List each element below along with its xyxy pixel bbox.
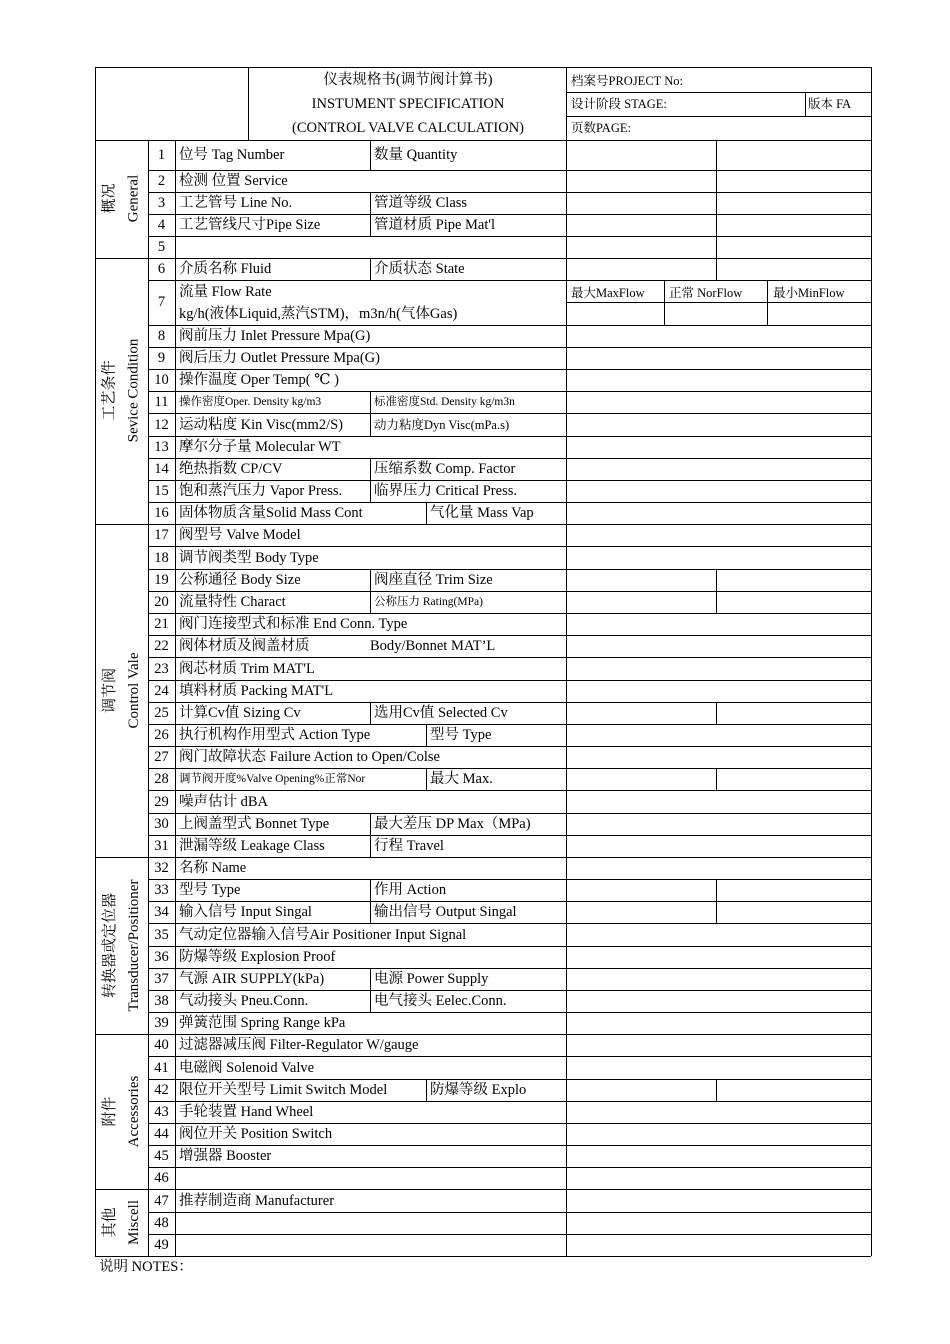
row-number: 32	[154, 860, 169, 876]
row-label-secondary: 动力粘度Dyn Visc(mPa.s)	[374, 418, 510, 432]
row-number: 17	[154, 527, 169, 543]
row-label: 输入信号 Input Singal	[179, 904, 312, 920]
row-label: 阀后压力 Outlet Pressure Mpa(G)	[179, 350, 380, 366]
row-number: 12	[154, 417, 169, 433]
row-number: 47	[154, 1193, 169, 1209]
row-number: 25	[154, 705, 169, 721]
row-label: 推荐制造商 Manufacturer	[179, 1193, 335, 1209]
section-label-en: Accessories	[125, 1075, 142, 1147]
section-label-en: Control Vale	[125, 652, 142, 728]
row-label: 阀门故障状态 Failure Action to Open/Colse	[179, 749, 440, 765]
row-label-secondary: 临界压力 Critical Press.	[374, 483, 517, 499]
section-label-cn: 调节阀	[101, 667, 118, 713]
row-label-secondary: 防爆等级 Explo	[430, 1082, 527, 1098]
row-label: 位号 Tag Number	[179, 147, 285, 163]
row-label: 摩尔分子量 Molecular WT	[179, 439, 341, 455]
page-label: 页数PAGE:	[571, 121, 631, 135]
row-number: 16	[154, 505, 169, 521]
row-number: 7	[157, 294, 166, 310]
row-label: 阀芯材质 Trim MAT'L	[179, 661, 315, 677]
row-label: 调节阀开度%Valve Opening%正常Nor	[179, 773, 366, 785]
row-label: 气动定位器输入信号Air Positioner Input Signal	[179, 927, 467, 943]
section-label-en: Miscell	[125, 1199, 142, 1245]
row-label: 名称 Name	[179, 860, 247, 876]
row-number: 6	[157, 261, 166, 277]
row-number: 49	[154, 1237, 169, 1253]
row-number: 24	[154, 683, 169, 699]
row-number: 13	[154, 439, 169, 455]
row-label-secondary: 管道材质 Pipe Mat'l	[374, 217, 496, 233]
row-label: 噪声估计 dBA	[179, 794, 269, 810]
row-label: 饱和蒸汽压力 Vapor Press.	[179, 483, 343, 499]
row-label: 阀体材质及阀盖材质	[179, 638, 310, 654]
notes-label: 说明 NOTES：	[99, 1259, 193, 1275]
row-label-secondary: 最大 Max.	[430, 771, 493, 787]
flow-min-header: 最小MinFlow	[773, 286, 845, 300]
row-number: 26	[154, 727, 169, 743]
row-number: 11	[154, 394, 169, 410]
row-label-secondary: 气化量 Mass Vap	[430, 505, 534, 521]
row-number: 46	[154, 1170, 169, 1186]
row-label-secondary: 作用 Action	[374, 882, 447, 898]
row-label: 气源 AIR SUPPLY(kPa)	[179, 971, 325, 987]
row-number: 18	[154, 550, 169, 566]
row-label-secondary: 行程 Travel	[374, 838, 444, 854]
row-label: 执行机构作用型式 Action Type	[179, 727, 371, 743]
row-label: 手轮装置 Hand Wheel	[179, 1104, 314, 1120]
row-number: 15	[154, 483, 169, 499]
row-number: 29	[154, 794, 169, 810]
row-label: 运动粘度 Kin Visc(mm2/S)	[179, 417, 344, 433]
title-cn: 仪表规格书(调节阀计算书)	[323, 72, 493, 88]
row-number: 22	[154, 638, 169, 654]
row-number: 20	[154, 594, 169, 610]
row-number: 14	[154, 461, 169, 477]
row-number: 9	[157, 350, 166, 366]
row-label-secondary: Body/Bonnet MAT’L	[370, 638, 496, 654]
row-label: 限位开关型号 Limit Switch Model	[179, 1082, 388, 1098]
row-label: 过滤器减压阀 Filter-Regulator W/gauge	[179, 1037, 419, 1053]
row-label-secondary: 介质状态 State	[374, 261, 465, 277]
row-label-secondary: 电气接头 Eelec.Conn.	[374, 993, 507, 1009]
section-label-cn: 其他	[101, 1207, 118, 1238]
row-number: 33	[154, 882, 169, 898]
flow-nor-header: 正常 NorFlow	[669, 286, 743, 300]
section-label-en: Sevice Condition	[125, 338, 142, 443]
row-label-secondary: 选用Cv值 Selected Cv	[374, 705, 508, 721]
row-label: 阀型号 Valve Model	[179, 527, 301, 543]
row-number: 35	[154, 927, 169, 943]
section-label-cn: 附件	[101, 1096, 118, 1127]
row-label-secondary: 数量 Quantity	[374, 147, 458, 163]
row-number: 42	[154, 1082, 169, 1098]
row-label: 上阀盖型式 Bonnet Type	[179, 816, 330, 832]
row-label: 气动接头 Pneu.Conn.	[179, 993, 309, 1009]
row-number: 39	[154, 1015, 169, 1031]
row-label: 阀位开关 Position Switch	[179, 1126, 333, 1142]
row-number: 2	[157, 173, 166, 189]
row-number: 44	[154, 1126, 169, 1142]
row-number: 28	[154, 771, 169, 787]
row-label: 公称通径 Body Size	[179, 572, 301, 588]
row-label: 泄漏等级 Leakage Class	[179, 838, 325, 854]
row-number: 23	[154, 661, 169, 677]
flow-max-header: 最大MaxFlow	[571, 286, 645, 300]
row-label: 工艺管线尺寸Pipe Size	[179, 217, 321, 233]
row-label-secondary: 型号 Type	[430, 727, 492, 743]
row-label: 阀前压力 Inlet Pressure Mpa(G)	[179, 328, 371, 344]
section-label-cn: 工艺条件	[101, 360, 118, 421]
version-label: 版本 FA	[808, 97, 852, 111]
section-label-en: Transducer/Positioner	[125, 879, 142, 1011]
stage-label: 设计阶段 STAGE:	[571, 97, 667, 111]
row-number: 48	[154, 1215, 169, 1231]
row-number: 21	[154, 616, 169, 632]
row-label: 固体物质含量Solid Mass Cont	[179, 505, 363, 521]
row-label: 操作密度Oper. Density kg/m3	[179, 396, 322, 408]
row-label-secondary: 标准密度Std. Density kg/m3n	[374, 396, 515, 408]
row-number: 43	[154, 1104, 169, 1120]
row-label: 型号 Type	[179, 882, 241, 898]
row-label-unit: kg/h(液体Liquid,蒸汽STM)，m3n/h(气体Gas)	[179, 306, 458, 322]
row-label: 工艺管号 Line No.	[179, 195, 293, 211]
row-number: 10	[154, 372, 169, 388]
row-label-secondary: 管道等级 Class	[374, 195, 468, 211]
row-number: 31	[154, 838, 169, 854]
row-label: 电磁阀 Solenoid Valve	[179, 1060, 315, 1076]
row-number: 38	[154, 993, 169, 1009]
section-label-cn: 概况	[101, 183, 118, 214]
row-number: 41	[154, 1060, 169, 1076]
row-label: 流量 Flow Rate	[179, 284, 272, 300]
row-number: 1	[157, 147, 166, 163]
row-label: 流量特性 Charact	[179, 594, 286, 610]
row-number: 8	[157, 328, 166, 344]
row-number: 19	[154, 572, 169, 588]
row-number: 4	[157, 217, 166, 233]
project-no-label: 档案号PROJECT No:	[571, 74, 683, 88]
row-label: 介质名称 Fluid	[179, 261, 272, 277]
row-number: 34	[154, 904, 169, 920]
row-label: 防爆等级 Explosion Proof	[179, 949, 336, 965]
row-number: 27	[154, 749, 169, 765]
row-label: 调节阀类型 Body Type	[179, 550, 319, 566]
row-number: 45	[154, 1148, 169, 1164]
row-label-secondary: 输出信号 Output Singal	[374, 904, 517, 920]
row-label: 检测 位置 Service	[179, 173, 288, 189]
section-label-cn: 转换器或定位器	[101, 892, 118, 998]
row-label: 增强器 Booster	[179, 1148, 272, 1164]
row-label: 绝热指数 CP/CV	[179, 461, 283, 477]
row-number: 3	[157, 195, 166, 211]
row-label-secondary: 阀座直径 Trim Size	[374, 572, 493, 588]
row-label-secondary: 公称压力 Rating(MPa)	[374, 596, 483, 608]
row-label: 操作温度 Oper Temp( ℃ )	[179, 372, 339, 388]
section-label-en: General	[125, 174, 142, 223]
row-label: 弹簧范围 Spring Range kPa	[179, 1015, 346, 1031]
row-label-secondary: 电源 Power Supply	[374, 971, 489, 987]
row-number: 5	[157, 239, 166, 255]
row-label: 填料材质 Packing MAT'L	[179, 683, 334, 699]
row-label: 计算Cv值 Sizing Cv	[179, 705, 301, 721]
row-label: 阀门连接型式和标准 End Conn. Type	[179, 616, 408, 632]
title-en-1: INSTUMENT SPECIFICATION	[311, 96, 505, 112]
row-number: 40	[154, 1037, 169, 1053]
row-label-secondary: 最大差压 DP Max（MPa)	[374, 816, 531, 832]
row-number: 37	[154, 971, 169, 987]
row-number: 36	[154, 949, 169, 965]
row-number: 30	[154, 816, 169, 832]
row-label-secondary: 压缩系数 Comp. Factor	[374, 461, 516, 477]
title-en-2: (CONTROL VALVE CALCULATION)	[292, 120, 524, 136]
